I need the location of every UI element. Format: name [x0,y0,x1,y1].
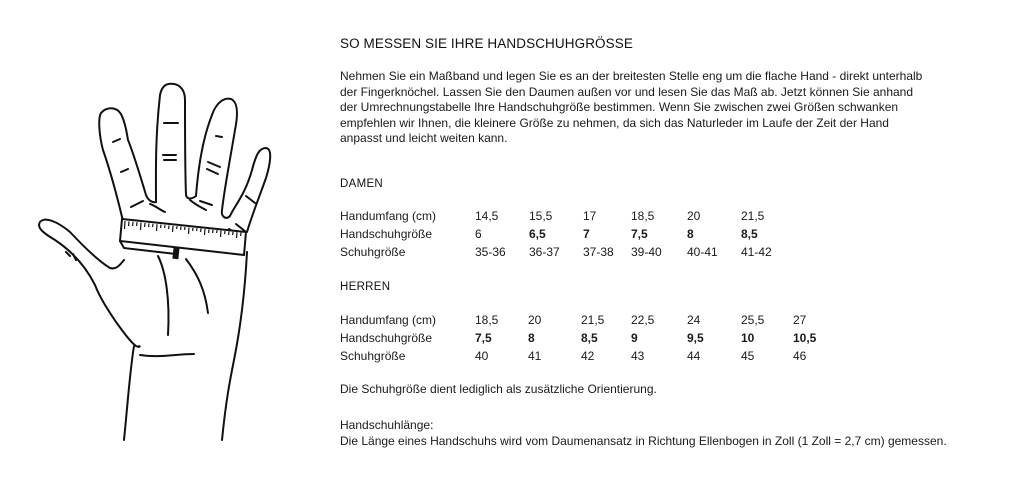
table-cell: 9,5 [687,331,704,345]
row-label: Schuhgröße [340,245,405,259]
table-row [340,245,800,263]
table-cell: 35-36 [475,245,506,259]
hand-with-measuring-tape-icon [0,0,300,485]
table-cell: 40 [475,349,488,363]
table-cell: 21,5 [741,209,764,223]
table-cell: 14,5 [475,209,498,223]
table-cell: 27 [793,313,806,327]
table-cell: 18,5 [631,209,654,223]
table-cell: 40-41 [687,245,718,259]
row-label: Handumfang (cm) [340,313,436,327]
intro-line: empfehlen wir Ihnen, die kleinere Größe zu nehmen, da sich das Naturleder im Laufe der Zeit der Hand [340,116,1005,132]
table-cell: 8 [687,227,694,241]
table-cell: 24 [687,313,700,327]
table-cell: 45 [741,349,754,363]
table-cell: 7 [583,227,590,241]
table-cell: 20 [687,209,700,223]
table-cell: 41-42 [741,245,772,259]
measuring-tape-icon [120,219,246,259]
damen-size-table [340,209,800,263]
table-cell: 7,5 [631,227,648,241]
table-cell: 6,5 [529,227,546,241]
table-cell: 8,5 [581,331,598,345]
table-row [340,331,840,349]
table-cell: 9 [631,331,638,345]
intro-line: anpasst und leicht weiten kann. [340,131,1005,147]
table-cell: 10 [741,331,754,345]
table-row [340,209,800,227]
intro-line: der Fingerknöchel. Lassen Sie den Daumen außen vor und lesen Sie das Maß ab. Jetzt können Sie anhand [340,85,1005,101]
table-cell: 20 [528,313,541,327]
table-cell: 22,5 [631,313,654,327]
table-cell: 46 [793,349,806,363]
intro-line: Nehmen Sie ein Maßband und legen Sie es an der breitesten Stelle eng um die flache Hand - direkt unterhalb [340,69,1005,85]
table-cell: 18,5 [475,313,498,327]
table-row [340,313,840,331]
page-title: SO MESSEN SIE IHRE HANDSCHUHGRÖSSE [340,36,633,51]
table-cell: 8,5 [741,227,758,241]
shoe-size-note: Die Schuhgröße dient lediglich als zusätzliche Orientierung. [340,382,657,396]
hand-measuring-illustration [0,0,300,485]
table-cell: 25,5 [741,313,764,327]
table-cell: 15,5 [529,209,552,223]
table-row [340,227,800,245]
table-cell: 10,5 [793,331,816,345]
glove-length-heading: Handschuhlänge: [340,418,433,432]
table-cell: 39-40 [631,245,662,259]
table-cell: 44 [687,349,700,363]
row-label: Schuhgröße [340,349,405,363]
table-cell: 36-37 [529,245,560,259]
table-cell: 7,5 [475,331,492,345]
table-cell: 42 [581,349,594,363]
intro-paragraph [340,69,1005,147]
damen-heading: DAMEN [340,178,383,190]
table-cell: 8 [528,331,535,345]
table-cell: 6 [475,227,482,241]
herren-size-table [340,313,840,367]
table-cell: 43 [631,349,644,363]
herren-heading: HERREN [340,281,390,293]
table-cell: 41 [528,349,541,363]
row-label: Handumfang (cm) [340,209,436,223]
table-row [340,349,840,367]
row-label: Handschuhgröße [340,227,432,241]
table-cell: 37-38 [583,245,614,259]
glove-length-text: Die Länge eines Handschuhs wird vom Daumenansatz in Richtung Ellenbogen in Zoll (1 Zoll = 2,7 cm) gemessen. [340,434,947,448]
table-cell: 17 [583,209,596,223]
table-cell: 21,5 [581,313,604,327]
intro-line: der Umrechnungstabelle Ihre Handschuhgröße bestimmen. Wenn Sie zwischen zwei Größen schwanken [340,100,1005,116]
row-label: Handschuhgröße [340,331,432,345]
